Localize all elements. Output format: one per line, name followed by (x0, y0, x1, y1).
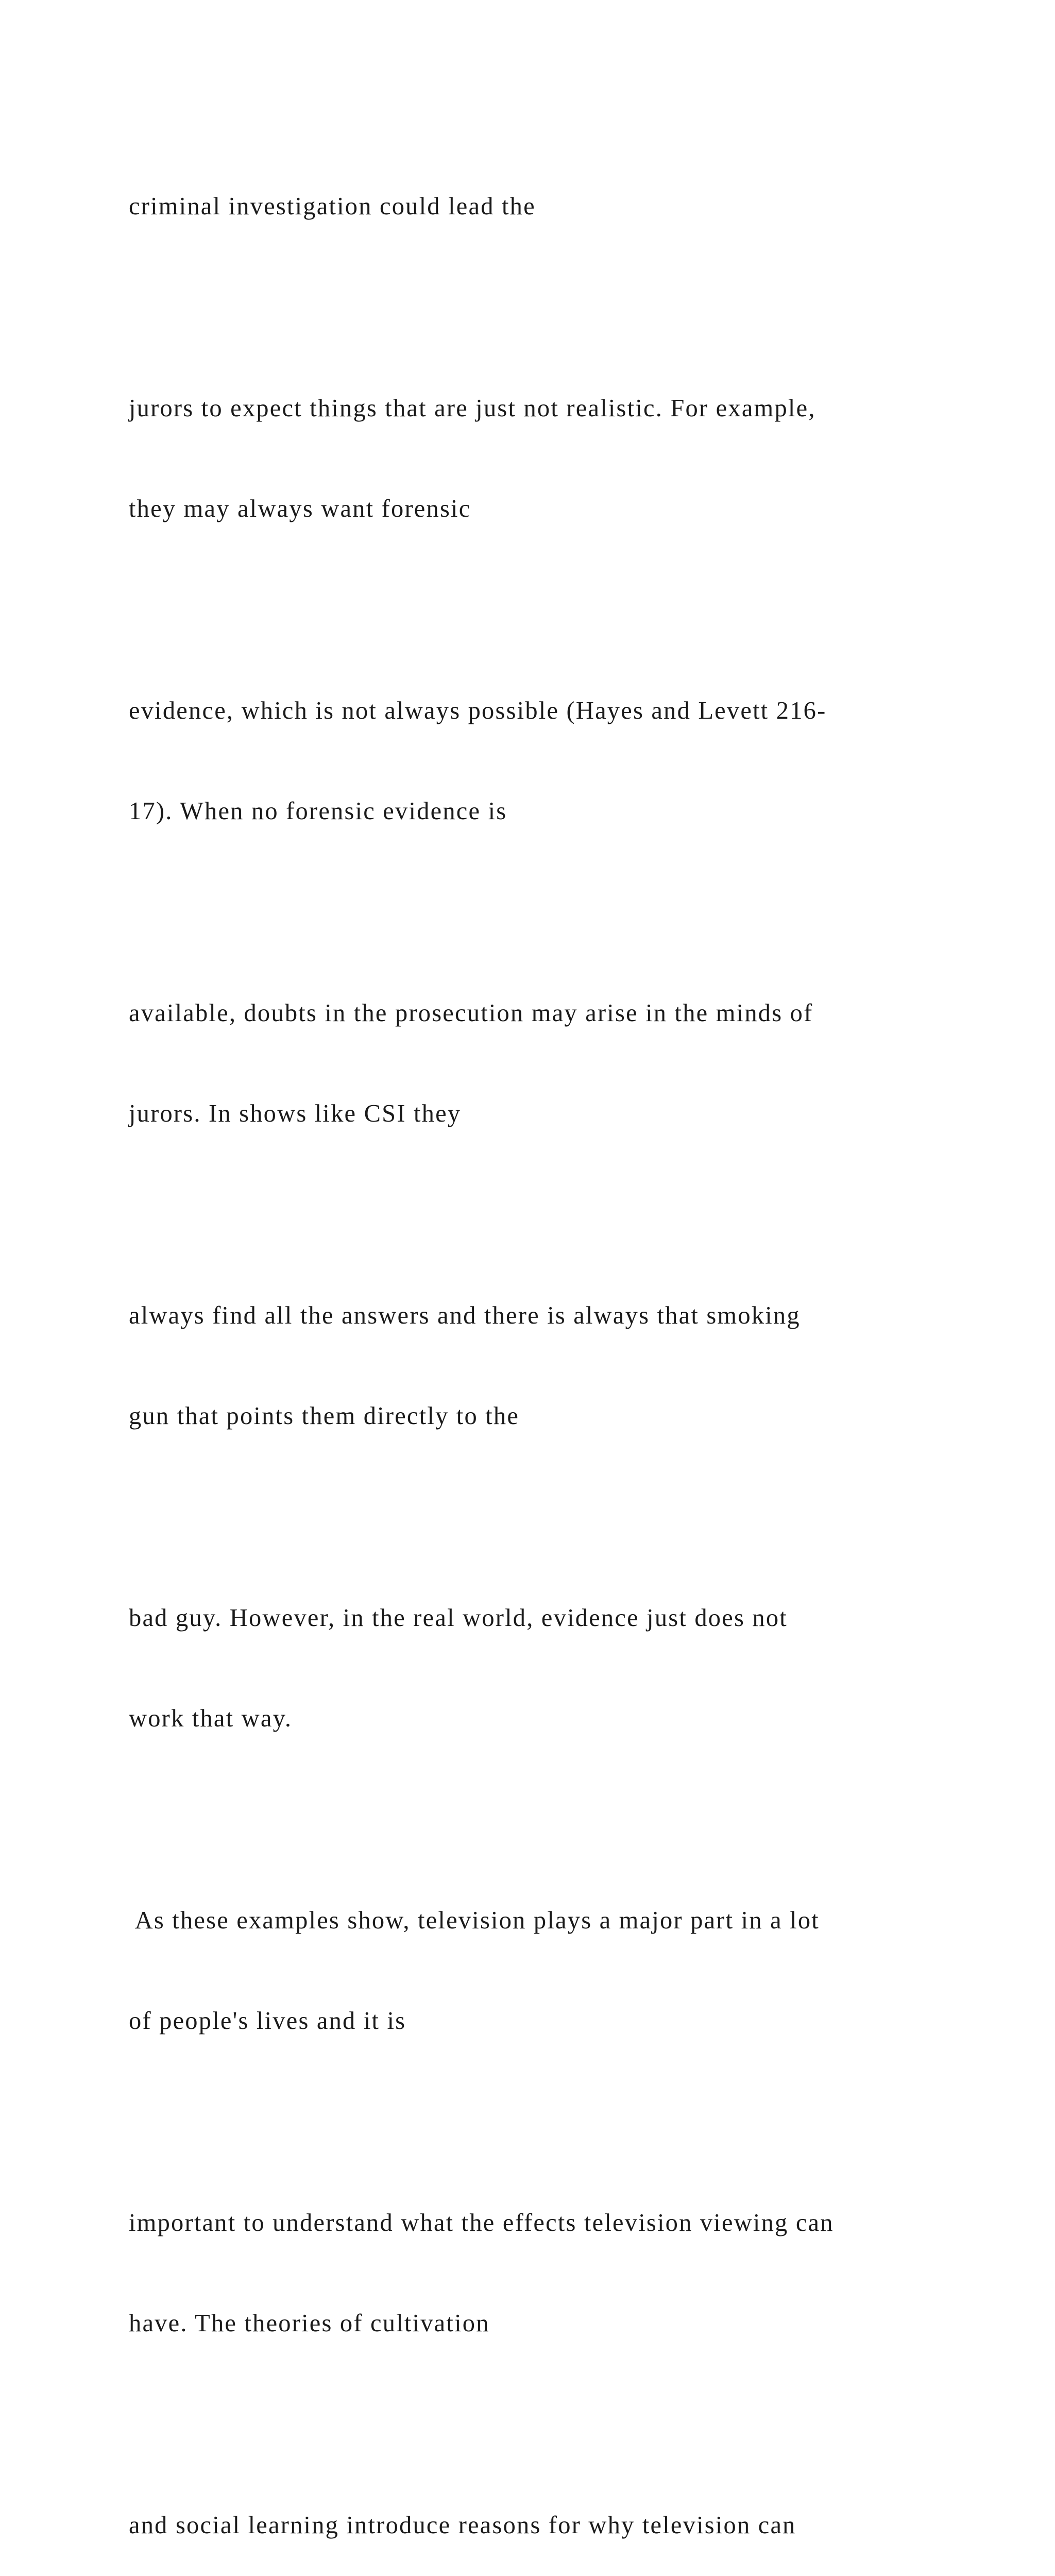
text-line: and social learning introduce reasons for why television can (129, 2512, 796, 2539)
text-line: always find all the answers and there is always that smoking (129, 1302, 801, 1329)
paragraph (129, 2139, 932, 2407)
paragraph (129, 123, 932, 290)
text-line: of people's lives and it is (129, 2007, 406, 2035)
paragraph (129, 2442, 932, 2576)
text-line: jurors. In shows like CSI they (129, 1100, 462, 1127)
paragraph (129, 1232, 932, 1500)
text-line: 17). When no forensic evidence is (129, 798, 507, 825)
paragraph (129, 1534, 932, 1802)
paragraph (129, 325, 932, 592)
text-line: bad guy. However, in the real world, evidence just does not (129, 1604, 788, 1632)
text-line: jurors to expect things that are just not realistic. For example, (129, 395, 816, 422)
text-line: criminal investigation could lead the (129, 193, 536, 220)
paragraph (129, 1837, 932, 2105)
text-line: As these examples show, television plays a major part in a lot (129, 1907, 820, 1934)
text-line: work that way. (129, 1705, 293, 1732)
text-line: available, doubts in the prosecution may arise in the minds of (129, 999, 813, 1027)
paragraph (129, 627, 932, 895)
text-line: important to understand what the effects television viewing can (129, 2209, 834, 2236)
document-body (129, 123, 932, 2576)
paragraph (129, 929, 932, 1197)
text-line: they may always want forensic (129, 495, 471, 522)
text-line: evidence, which is not always possible (Hayes and Levett 216- (129, 697, 827, 724)
text-line: gun that points them directly to the (129, 1402, 520, 1430)
text-line: have. The theories of cultivation (129, 2310, 490, 2337)
